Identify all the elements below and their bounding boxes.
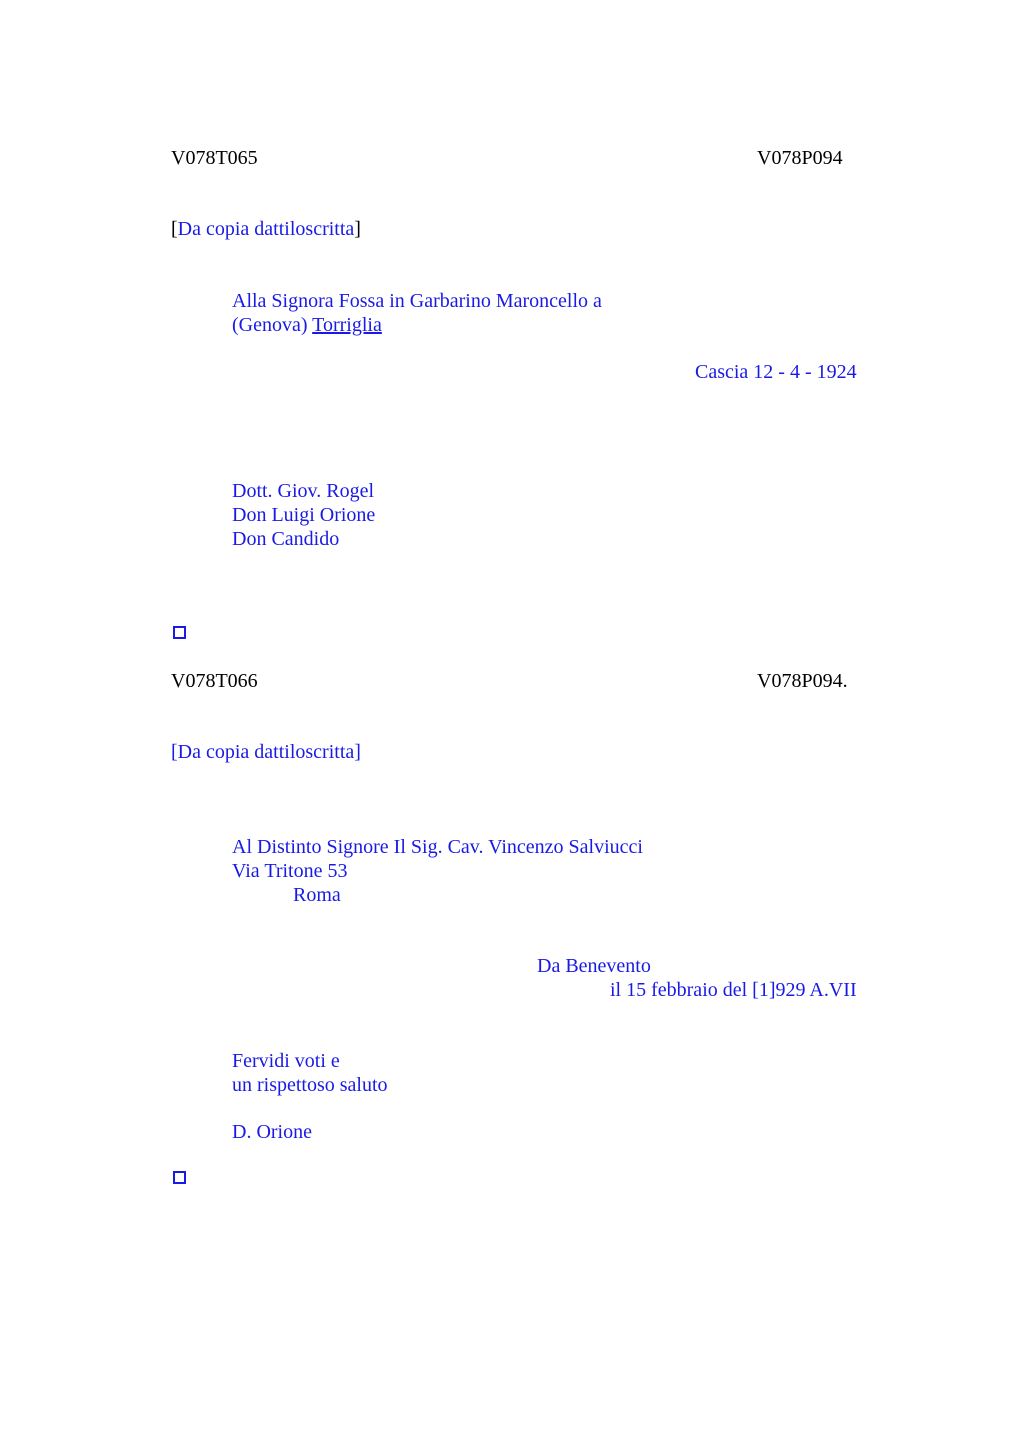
letter2-closing-line2: un rispettoso saluto [232, 1074, 388, 1096]
letter1-date: Cascia 12 - 4 - 1924 [695, 361, 857, 383]
source-text: Da copia dattiloscritta [177, 218, 355, 240]
letter1-signature-1: Dott. Giov. Rogel [232, 480, 375, 502]
letter2-date: il 15 febbraio del [1]929 A.VII [610, 979, 857, 1001]
letter2-code-right: V078P094. [757, 670, 848, 692]
end-of-letter-box-icon [173, 626, 186, 639]
letter2-place: Da Benevento [537, 955, 651, 977]
letter2-code-left: V078T066 [171, 670, 258, 692]
letter2-source-note: [Da copia dattiloscritta] [171, 741, 361, 763]
letter1-signature-3: Don Candido [232, 528, 340, 550]
letter1-source-note [171, 217, 361, 241]
address-city-prefix: (Genova) [232, 314, 313, 336]
letter1-code-left: V078T065 [171, 147, 258, 169]
bracket-close: ] [354, 218, 361, 240]
letter2-address-line1: Al Distinto Signore Il Sig. Cav. Vincenzo Salviucci [232, 836, 643, 858]
letter1-signature-2: Don Luigi Orione [232, 504, 376, 526]
letter2-address-line3: Roma [293, 884, 341, 906]
letter2-closing-line1: Fervidi voti e [232, 1050, 340, 1072]
bracket-open: [ [171, 218, 178, 240]
letter2-signature: D. Orione [232, 1121, 312, 1143]
address-town-underlined: Torriglia [312, 314, 382, 336]
letter2-address-line2: Via Tritone 53 [232, 860, 348, 882]
end-of-letter-box-icon [173, 1171, 186, 1184]
letter1-address-line1: Alla Signora Fossa in Garbarino Maroncello a [232, 290, 602, 312]
letter1-code-right: V078P094 [757, 147, 843, 169]
letter1-address-line2 [232, 313, 382, 337]
